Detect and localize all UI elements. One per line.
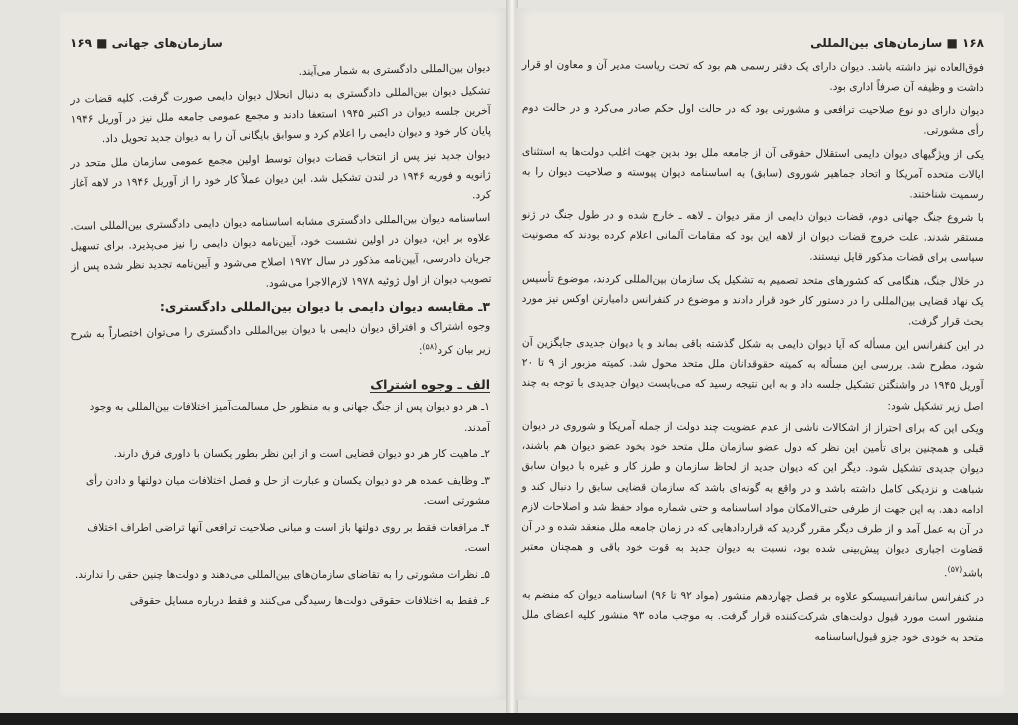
footnote-marker: (۵۷) xyxy=(947,565,963,575)
right-paragraph-7: ویکی این که برای احتراز از اشکالات ناشی از عدم عضویت چند دولت از جمله آمریکا و شوروی در دیوان قبلی و همچنین برای تأمین این نظر که دول عضو سازمان ملل متحد خود بخود عضو دیوان هم باشند، دیوان جدیدی تشکیل شود. دیگر این که دیوان جدید از لحاظ سازمان و طرز کار و غیره با دیوان سابق شباهت و نزدیکی کامل داشته باشد و در واقع به گونه‌ای باشد که سازمان قضایی سابق را دنبال کند و ادامه دهد. به این جهت از طرفی حتی‌الامکان مواد اساسنامه و حتی شماره مواد حفظ شد و اصلاحات لازم در آن به عمل آمد و از طرف دیگر مقرر گردید که قراردادهایی که در زمان جامعه ملل منعقد شده و در آن قضاوت اجباری دیوان پیش‌بینی شده بود، نسبت به دیوان جدید به قوت خود باقی و همچنان معتبر باشد$^{(۵۷)}$. xyxy=(521,420,984,581)
right-paragraph-5: در خلال جنگ، هنگامی که کشورهای متحد تصمیم به تشکیل یک سازمان بین‌المللی کردند، موضوع تأسیس یک نهاد قضایی بین‌المللی را در دستور کار خود قرار دادند و موضوع در کنفرانس دامبارتن اوکس نیز مورد بحث قرار گرفت. xyxy=(521,272,984,329)
right-page xyxy=(516,8,1004,700)
common-aspect-item-3: ۳ـ وظایف عمده هر دو دیوان یکسان و عبارت از حل و فصل اختلافات میان دولتها و دادن رأی مشورتی است. xyxy=(85,474,490,508)
section-intro-footnote: (۵۸) xyxy=(422,342,438,352)
scan-bottom-edge xyxy=(0,713,1018,725)
left-paragraph-2: تشکیل دیوان بین‌المللی دادگستری به دنبال انحلال دیوان دایمی صورت گرفت. کلیه قضات در آخرین جلسه دیوان در اکتبر ۱۹۴۵ استعفا دادند و مجمع عمومی جامعه ملل نیز در آوریل ۱۹۴۶ پایان کار خود و دیوان دایمی را اعلام کرد و سوابق بایگانی آن را به دیوان جدید تحویل داد. xyxy=(70,85,492,146)
right-paragraph-4: با شروع جنگ جهانی دوم، قضات دیوان دایمی از مقر دیوان ـ لاهه ـ خارج شده و در طول جنگ در ژنو مستقر شدند. علت خروج قضات دیوان از لاهه این بود که مقامات آلمانی اعلام کرده بودند که مصونیت سیاسی برای قضات مذکور قایل نیستند. xyxy=(521,209,984,265)
right-paragraph-3: یکی از ویژگیهای دیوان دایمی استقلال حقوقی آن از جامعه ملل بود بدین جهت اغلب دولت‌ها به استثنای ایالات متحده آمریکا و اتحاد جماهیر شوروی (سابق) به اساسنامه دیوان پیوسته و صلاحیت دیوان را به رسمیت شناختند. xyxy=(521,145,984,202)
right-page-header: ۱۶۸ ■ سازمان‌های بین‌المللی xyxy=(810,36,984,50)
left-paragraph-1: دیوان بین‌المللی دادگستری به شمار می‌آیند. xyxy=(298,61,491,79)
left-paragraph-4: اساسنامه دیوان بین‌المللی دادگستری مشابه اساسنامه دیوان دایمی دادگستری بین‌المللی است. علاوه بر این، دیوان در اولین نشست خود، آیین‌نامه دیوان دایمی را نیز می‌پذیرد. برای تسهیل جریان دادرسی، آیین‌نامه مذکور در سال ۱۹۷۲ اصلاح می‌شود و آیین‌نامه تجدید نظر شده پس از تصویب دیوان از اول ژوئیه ۱۹۷۸ لازم‌الاجرا می‌شود. xyxy=(70,212,492,290)
right-paragraph-1: فوق‌العاده نیز داشته باشد. دیوان دارای یک دفتر رسمی هم بود که تحت ریاست مدیر آن و معاون او قرار داشت و وظیفه آن صرفاً اداری بود. xyxy=(521,58,984,95)
common-aspect-item-1: ۱ـ هر دو دیوان پس از جنگ جهانی و به منظور حل مسالمت‌آمیز اختلافات بین‌المللی به وجود آمدند. xyxy=(89,401,490,434)
left-page-header: سازمان‌های جهانی ■ ۱۶۹ xyxy=(70,36,223,50)
section-intro-text: وجوه اشتراک و افتراق دیوان دایمی با دیوان بین‌المللی دادگستری را می‌توان اختصاراً به شرح زیر بیان کرد xyxy=(70,320,491,358)
common-aspects-subheading: الف ـ وجوه اشتراک xyxy=(370,377,490,393)
common-aspect-item-6: ۶ـ فقط به اختلافات حقوقی دولت‌ها رسیدگی می‌کنند و فقط درباره مسایل حقوقی xyxy=(129,595,490,608)
common-aspect-item-5: ۵ـ نظرات مشورتی را به تقاضای سازمان‌های بین‌المللی می‌دهند و دولت‌ها چنین حقی را ندارند. xyxy=(74,568,490,581)
left-page xyxy=(60,8,508,700)
section-intro: وجوه اشتراک و افتراق دیوان دایمی با دیوان بین‌المللی دادگستری را می‌توان اختصاراً به شرح زیر بیان کرد$^{(۵۸)}$: xyxy=(70,320,491,358)
common-aspect-item-2: ۲ـ ماهیت کار هر دو دیوان قضایی است و از این نظر بطور یکسان با داوری فرق دارند. xyxy=(113,448,490,461)
common-aspect-item-4: ۴ـ مرافعات فقط بر روی دولتها باز است و مبانی صلاحیت ترافعی آنها تراضی اطراف اختلاف است. xyxy=(87,521,490,555)
right-paragraph-2: دیوان دارای دو نوع صلاحیت ترافعی و مشورتی بود که در حالت اول حکم صادر می‌کرد و در حالت دوم رأی مشورتی. xyxy=(521,102,984,138)
left-paragraph-3: دیوان جدید نیز پس از انتخاب قضات دیوان توسط اولین مجمع عمومی سازمان ملل متحد در ژانویه و فوریه ۱۹۴۶ در لندن تشکیل شد. این دیوان عملاً کار خود را از آوریل ۱۹۴۶ در لاهه آغاز کرد. xyxy=(70,148,492,202)
right-paragraph-6: در این کنفرانس این مسأله که آیا دیوان دایمی به شکل گذشته باقی بماند و یا دیوان جدیدی جایگزین آن شود، مطرح شد. بررسی این مسأله به کمیته حقوقدانان ملل متحد محول شد. کمیته مزبور از ۹ تا ۲۰ آوریل ۱۹۴۵ در واشنگتن تشکیل جلسه داد و به این نتیجه رسید که می‌بایست دیوان جدیدی با توجه به چند اصل زیر تشکیل شود: xyxy=(521,336,984,413)
right-paragraph-8: در کنفرانس سانفرانسیسکو علاوه بر فصل چهاردهم منشور (مواد ۹۲ تا ۹۶) اساسنامه دیوان که منضم به منشور است مورد قبول دولت‌های شرکت‌کننده قرار گرفت. به موجب ماده ۹۳ منشور کلیه اعضای ملل متحد به خودی خود جزو قبول‌اساسنامه xyxy=(521,588,984,645)
section-heading: ۳ـ مقایسه دیوان دایمی با دیوان بین‌المللی دادگستری: xyxy=(159,299,490,315)
right-paragraph-7-text: ویکی این که برای احتراز از اشکالات ناشی از عدم عضویت چند دولت از جمله آمریکا و شوروی در دیوان قبلی و همچنین برای تأمین این نظر که دول عضو سازمان ملل متحد خود بخود عضو دیوان هم باشند، دیوان جدیدی تشکیل شود. دیگر این که دیوان جدید از لحاظ سازمان و طرز کار و غیره با دیوان سابق شباهت و نزدیکی کامل داشته باشد و در واقع به گونه‌ای باشد که سازمان قضایی سابق را دنبال کند و ادامه دهد. به این جهت از طرفی حتی‌الامکان مواد اساسنامه و حتی شماره مواد حفظ شد و اصلاحات لازم در آن به عمل آمد و از طرف دیگر مقرر گردید که قراردادهایی که در زمان جامعه ملل منعقد شده و در آن قضاوت اجباری دیوان پیش‌بینی شده بود، نسبت به دیوان جدید به قوت خود باقی و همچنان معتبر باشد xyxy=(521,420,984,581)
